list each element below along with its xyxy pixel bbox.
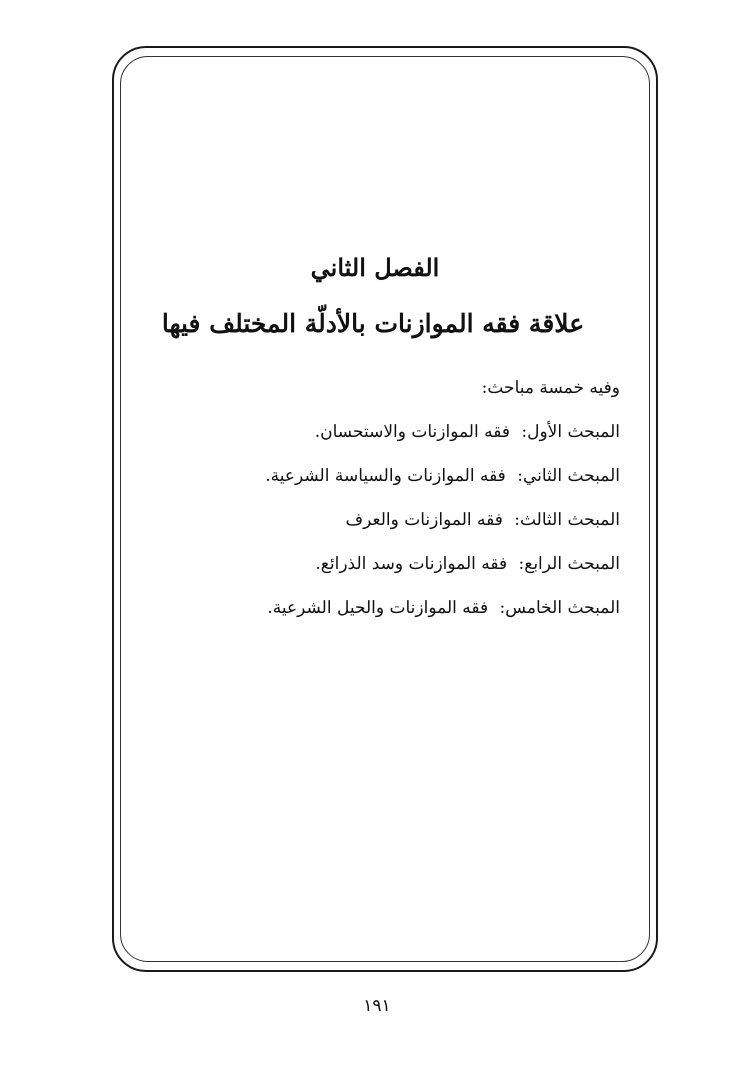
section-text: فقه الموازنات والاستحسان. (314, 422, 510, 442)
sections-intro: وفيه خمسة مباحث: (481, 378, 620, 398)
section-item-5 (150, 594, 620, 622)
section-label: المبحث الثالث: (514, 510, 620, 530)
section-text: فقه الموازنات وسد الذرائع. (315, 554, 508, 574)
section-text: فقه الموازنات والحيل الشرعية. (267, 598, 489, 618)
section-label: المبحث الثاني: (517, 466, 620, 486)
section-item-3 (150, 506, 620, 534)
section-text: فقه الموازنات والعرف (345, 510, 503, 530)
section-item-1 (150, 418, 620, 446)
page-number: ١٩١ (363, 996, 391, 1016)
section-text: فقه الموازنات والسياسة الشرعية. (265, 466, 506, 486)
chapter-heading: الفصل الثاني (310, 253, 440, 282)
section-item-2 (150, 462, 620, 490)
section-label: المبحث الرابع: (518, 554, 620, 574)
chapter-title: علاقة فقه الموازنات بالأدلّة المختلف فيها (161, 309, 585, 338)
section-item-4 (150, 550, 620, 578)
section-label: المبحث الخامس: (499, 598, 620, 618)
section-label: المبحث الأول: (521, 422, 620, 442)
chapter-content (150, 240, 620, 622)
